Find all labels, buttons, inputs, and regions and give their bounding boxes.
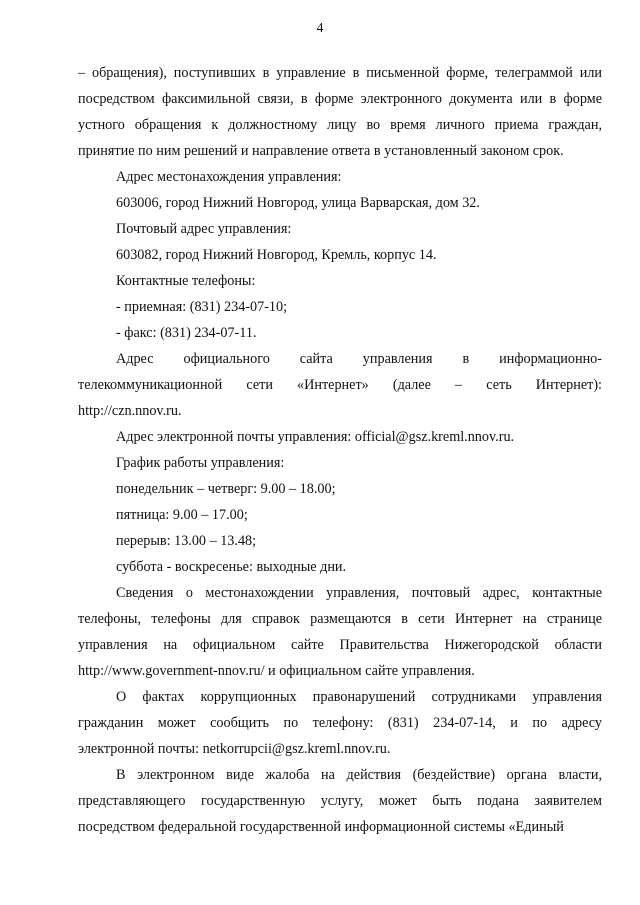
- text-line: График работы управления:: [116, 455, 285, 471]
- text-line: телефоны, телефоны для справок размещаются в сети Интернет на странице: [78, 611, 602, 627]
- paragraph: [78, 762, 602, 840]
- paragraph: [78, 684, 602, 762]
- text-line: принятие по ним решений и направление ответа в установленный законом срок.: [78, 143, 564, 159]
- text-line: 603082, город Нижний Новгород, Кремль, корпус 14.: [116, 247, 437, 263]
- text-line: пятница: 9.00 – 17.00;: [116, 507, 248, 523]
- text-line: суббота - воскресенье: выходные дни.: [116, 559, 347, 575]
- paragraph: [78, 502, 602, 528]
- text-line: О фактах коррупционных правонарушений сотрудниками управления: [116, 689, 602, 705]
- paragraph: [78, 450, 602, 476]
- text-line: управления на официальном сайте Правительства Нижегородской области: [78, 637, 602, 653]
- paragraph: [78, 320, 602, 346]
- paragraph: [78, 242, 602, 268]
- paragraph: [78, 580, 602, 684]
- paragraph: [78, 60, 602, 164]
- text-line: телекоммуникационной сети «Интернет» (далее – сеть Интернет):: [78, 377, 602, 393]
- paragraph: [78, 268, 602, 294]
- paragraph: [78, 346, 602, 424]
- text-line: - факс: (831) 234-07-11.: [116, 325, 257, 341]
- text-line: посредством федеральной государственной информационной системы «Единый: [78, 819, 564, 835]
- text-line: Адрес местонахождения управления:: [116, 169, 342, 185]
- paragraph: [78, 216, 602, 242]
- text-line: - приемная: (831) 234-07-10;: [116, 299, 288, 315]
- paragraph: [78, 294, 602, 320]
- text-line: электронной почты: netkorrupcii@gsz.kreml.nnov.ru.: [78, 741, 391, 757]
- text-line: устного обращения к должностному лицу во время личного приема граждан,: [78, 117, 602, 133]
- text-line: Адрес электронной почты управления: official@gsz.kreml.nnov.ru.: [116, 429, 515, 445]
- paragraph: [78, 190, 602, 216]
- paragraph: [78, 554, 602, 580]
- page-number: 4: [316, 21, 324, 36]
- text-line: посредством факсимильной связи, в форме электронного документа или в форме: [78, 91, 602, 107]
- text-line: Почтовый адрес управления:: [116, 221, 292, 237]
- document-body: [78, 60, 602, 840]
- text-line: 603006, город Нижний Новгород, улица Варварская, дом 32.: [116, 195, 480, 211]
- text-line: Контактные телефоны:: [116, 273, 256, 289]
- paragraph: [78, 164, 602, 190]
- text-line: гражданин может сообщить по телефону: (831) 234-07-14, и по адресу: [78, 715, 602, 731]
- text-line: представляющего государственную услугу, может быть подана заявителем: [78, 793, 602, 809]
- text-line: понедельник – четверг: 9.00 – 18.00;: [116, 481, 336, 497]
- paragraph: [78, 528, 602, 554]
- text-line: В электронном виде жалоба на действия (бездействие) органа власти,: [116, 767, 602, 783]
- text-line: http://www.government-nnov.ru/ и официальном сайте управления.: [78, 663, 475, 679]
- text-line: Сведения о местонахождении управления, почтовый адрес, контактные: [116, 585, 602, 601]
- text-line: – обращения), поступивших в управление в письменной форме, телеграммой или: [78, 65, 602, 81]
- text-line: http://czn.nnov.ru.: [78, 403, 182, 419]
- text-line: Адрес официального сайта управления в информационно-: [116, 351, 602, 367]
- paragraph: [78, 424, 602, 450]
- paragraph: [78, 476, 602, 502]
- text-line: перерыв: 13.00 – 13.48;: [116, 533, 257, 549]
